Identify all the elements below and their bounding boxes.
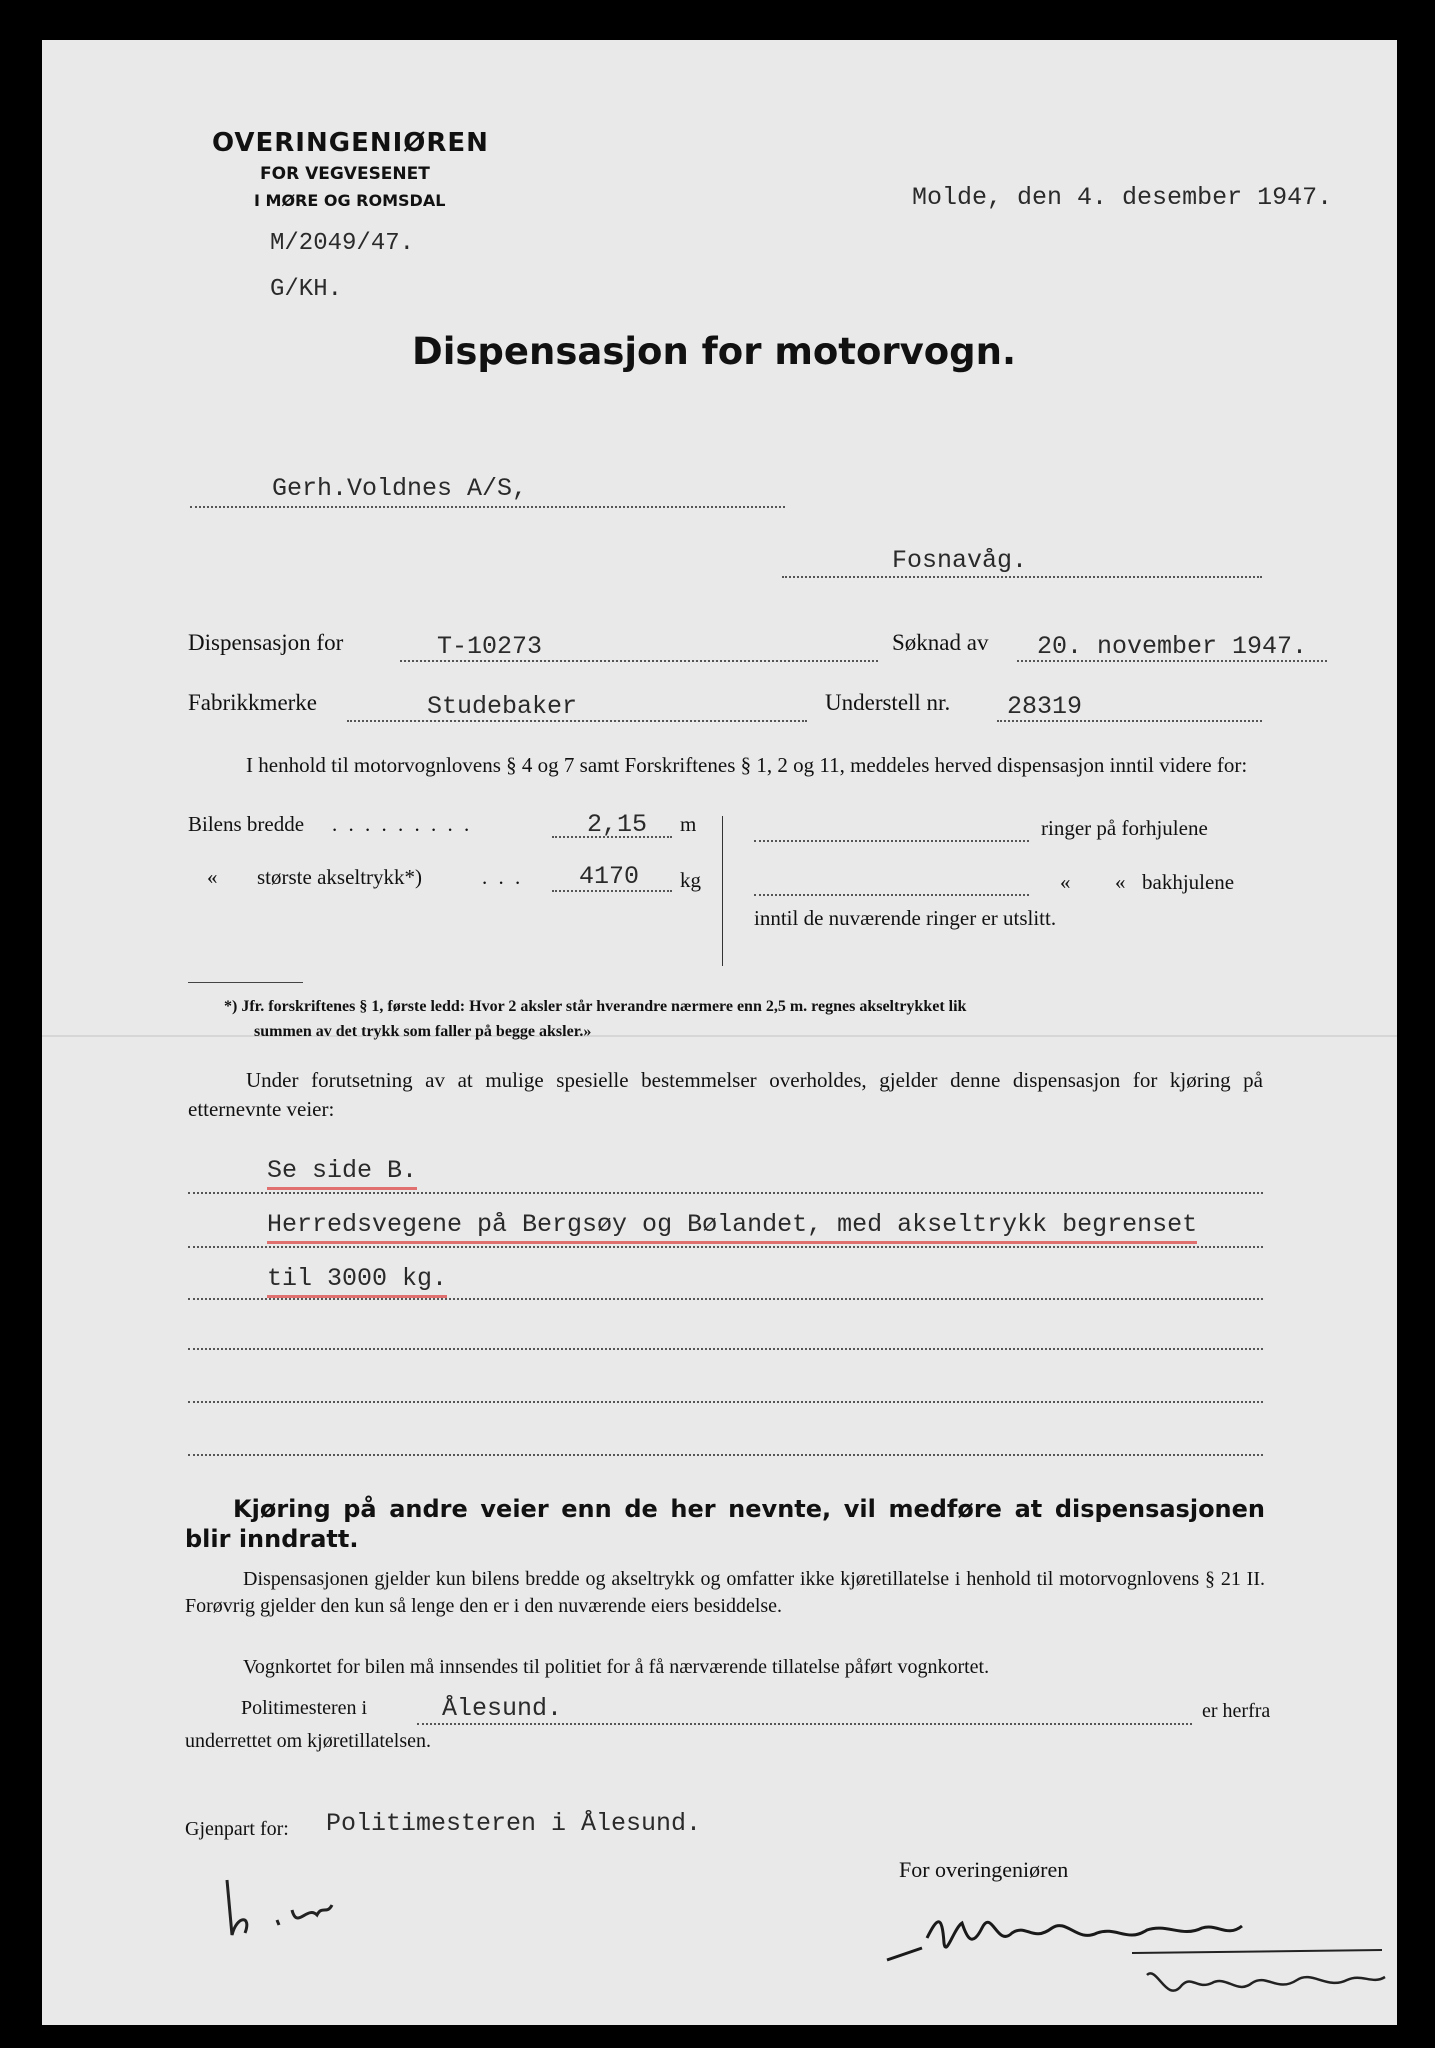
bredde-dots: . . . . . . . . .	[332, 812, 473, 836]
date-prefix: Molde, den	[912, 183, 1063, 212]
dispensasjon-label: Dispensasjon for	[188, 630, 344, 655]
page-fold	[42, 1035, 1397, 1037]
bredde-value: 2,15	[587, 810, 648, 839]
aksel-dots: . . .	[482, 865, 524, 889]
police-suffix: er herfra	[1202, 1700, 1271, 1722]
reference-number: M/2049/47.	[270, 230, 415, 257]
police-line2: underrettet om kjøretillatelsen.	[185, 1730, 432, 1752]
recipient-place: Fosnavåg.	[892, 546, 1028, 575]
second-signature	[1127, 1945, 1397, 2015]
warning-text: Kjøring på andre veier enn de her nevnte, vil medføre at dispensasjonen blir inndratt.	[185, 1495, 1265, 1553]
understell-value: 28319	[1007, 692, 1083, 721]
road-entry-3	[267, 1264, 447, 1293]
road-entry-2-text: Herredsvegene på Bergsøy og Bølandet, med akseltrykk begrenset	[267, 1210, 1197, 1244]
intro-text: I henhold til motorvognlovens § 4 og 7 samt Forskriftenes § 1, 2 og 11, meddeles herved dispensasjon inntil videre for:	[246, 753, 1248, 777]
aksel-value: 4170	[579, 862, 640, 891]
police-line	[417, 1723, 1192, 1725]
date-value: 4. desember 1947.	[1077, 183, 1333, 212]
reference-initials: G/KH.	[270, 276, 343, 303]
signature-label: For overingeniøren	[899, 1857, 1069, 1882]
recipient-name-line	[190, 506, 785, 508]
footnote-rule	[188, 982, 303, 983]
letterhead-line2: FOR VEGVESENET	[260, 164, 430, 184]
road-line-5	[188, 1401, 1263, 1403]
aksel-unit: kg	[680, 868, 701, 892]
copy-label: Gjenpart for:	[185, 1818, 289, 1840]
fabrikkmerke-label: Fabrikkmerke	[188, 690, 318, 715]
letterhead-line3: I MØRE OG ROMSDAL	[254, 191, 446, 210]
police-prefix: Politimesteren i	[241, 1697, 368, 1719]
recipient-place-line	[782, 576, 1262, 578]
recipient-name: Gerh.Voldnes A/S,	[272, 474, 528, 503]
forhjul-line	[754, 840, 1029, 842]
bredde-label: Bilens bredde	[188, 812, 305, 836]
aksel-quote: «	[207, 865, 218, 889]
soknad-label: Søknad av	[892, 630, 989, 655]
road-line-3	[188, 1298, 1263, 1300]
bakhjul-quote-2: «	[1115, 870, 1126, 894]
road-entry-3-text: til 3000 kg.	[267, 1264, 447, 1298]
paragraph-2: Vognkortet for bilen må innsendes til politiet for å få nærværende tillatelse påført vognkortet.	[243, 1656, 990, 1678]
fabrikkmerke-value: Studebaker	[427, 692, 578, 721]
copy-value: Politimesteren i Ålesund.	[326, 1809, 702, 1838]
initials-mark	[217, 1875, 337, 1945]
paragraph-1: Dispensasjonen gjelder kun bilens bredde og akseltrykk og omfatter ikke kjøretillatelse i henhold til motorvognlovens § 21 II. Forøvrig gjelder den kun så lenge den er i den nuværende eiers besiddelse.	[185, 1568, 1265, 1617]
road-entry-2	[267, 1210, 1197, 1239]
footnote-line2: summen av det trykk som faller på begge aksler.»	[254, 1023, 592, 1040]
ringer-utslitt: inntil de nuværende ringer er utslitt.	[754, 906, 1057, 930]
soknad-value: 20. november 1947.	[1037, 632, 1308, 661]
road-entry-1-text: Se side B.	[267, 1156, 417, 1190]
road-line-4	[188, 1348, 1263, 1350]
road-entry-1	[267, 1156, 417, 1185]
bakhjul-quote-1: «	[1060, 870, 1071, 894]
bredde-unit: m	[680, 812, 697, 836]
road-line-6	[188, 1454, 1263, 1456]
road-line-1	[188, 1192, 1263, 1194]
letterhead-org: OVERINGENIØREN	[212, 128, 489, 158]
dispensasjon-value: T-10273	[437, 632, 543, 661]
police-value: Ålesund.	[442, 1694, 563, 1723]
spec-divider	[722, 816, 723, 966]
document-title: Dispensasjon for motorvogn.	[412, 330, 1017, 373]
ringer-bak: bakhjulene	[1142, 870, 1235, 894]
road-line-2	[188, 1246, 1263, 1248]
ringer-forhjul: ringer på forhjulene	[1041, 816, 1208, 840]
condition-text: Under forutsetning av at mulige spesielle bestemmelser overholdes, gjelder denne dispensasjon for kjøring på etternevnte veier:	[188, 1068, 1263, 1121]
footnote-line1: *) Jfr. forskriftenes § 1, første ledd: Hvor 2 aksler står hverandre nærmere enn 2,5 m. regnes akseltrykket lik	[224, 998, 967, 1015]
bakhjul-line	[754, 894, 1029, 896]
understell-label: Understell nr.	[825, 690, 951, 715]
date-line	[912, 183, 1332, 212]
document-page	[42, 40, 1397, 2025]
aksel-label: største akseltrykk*)	[257, 865, 423, 889]
